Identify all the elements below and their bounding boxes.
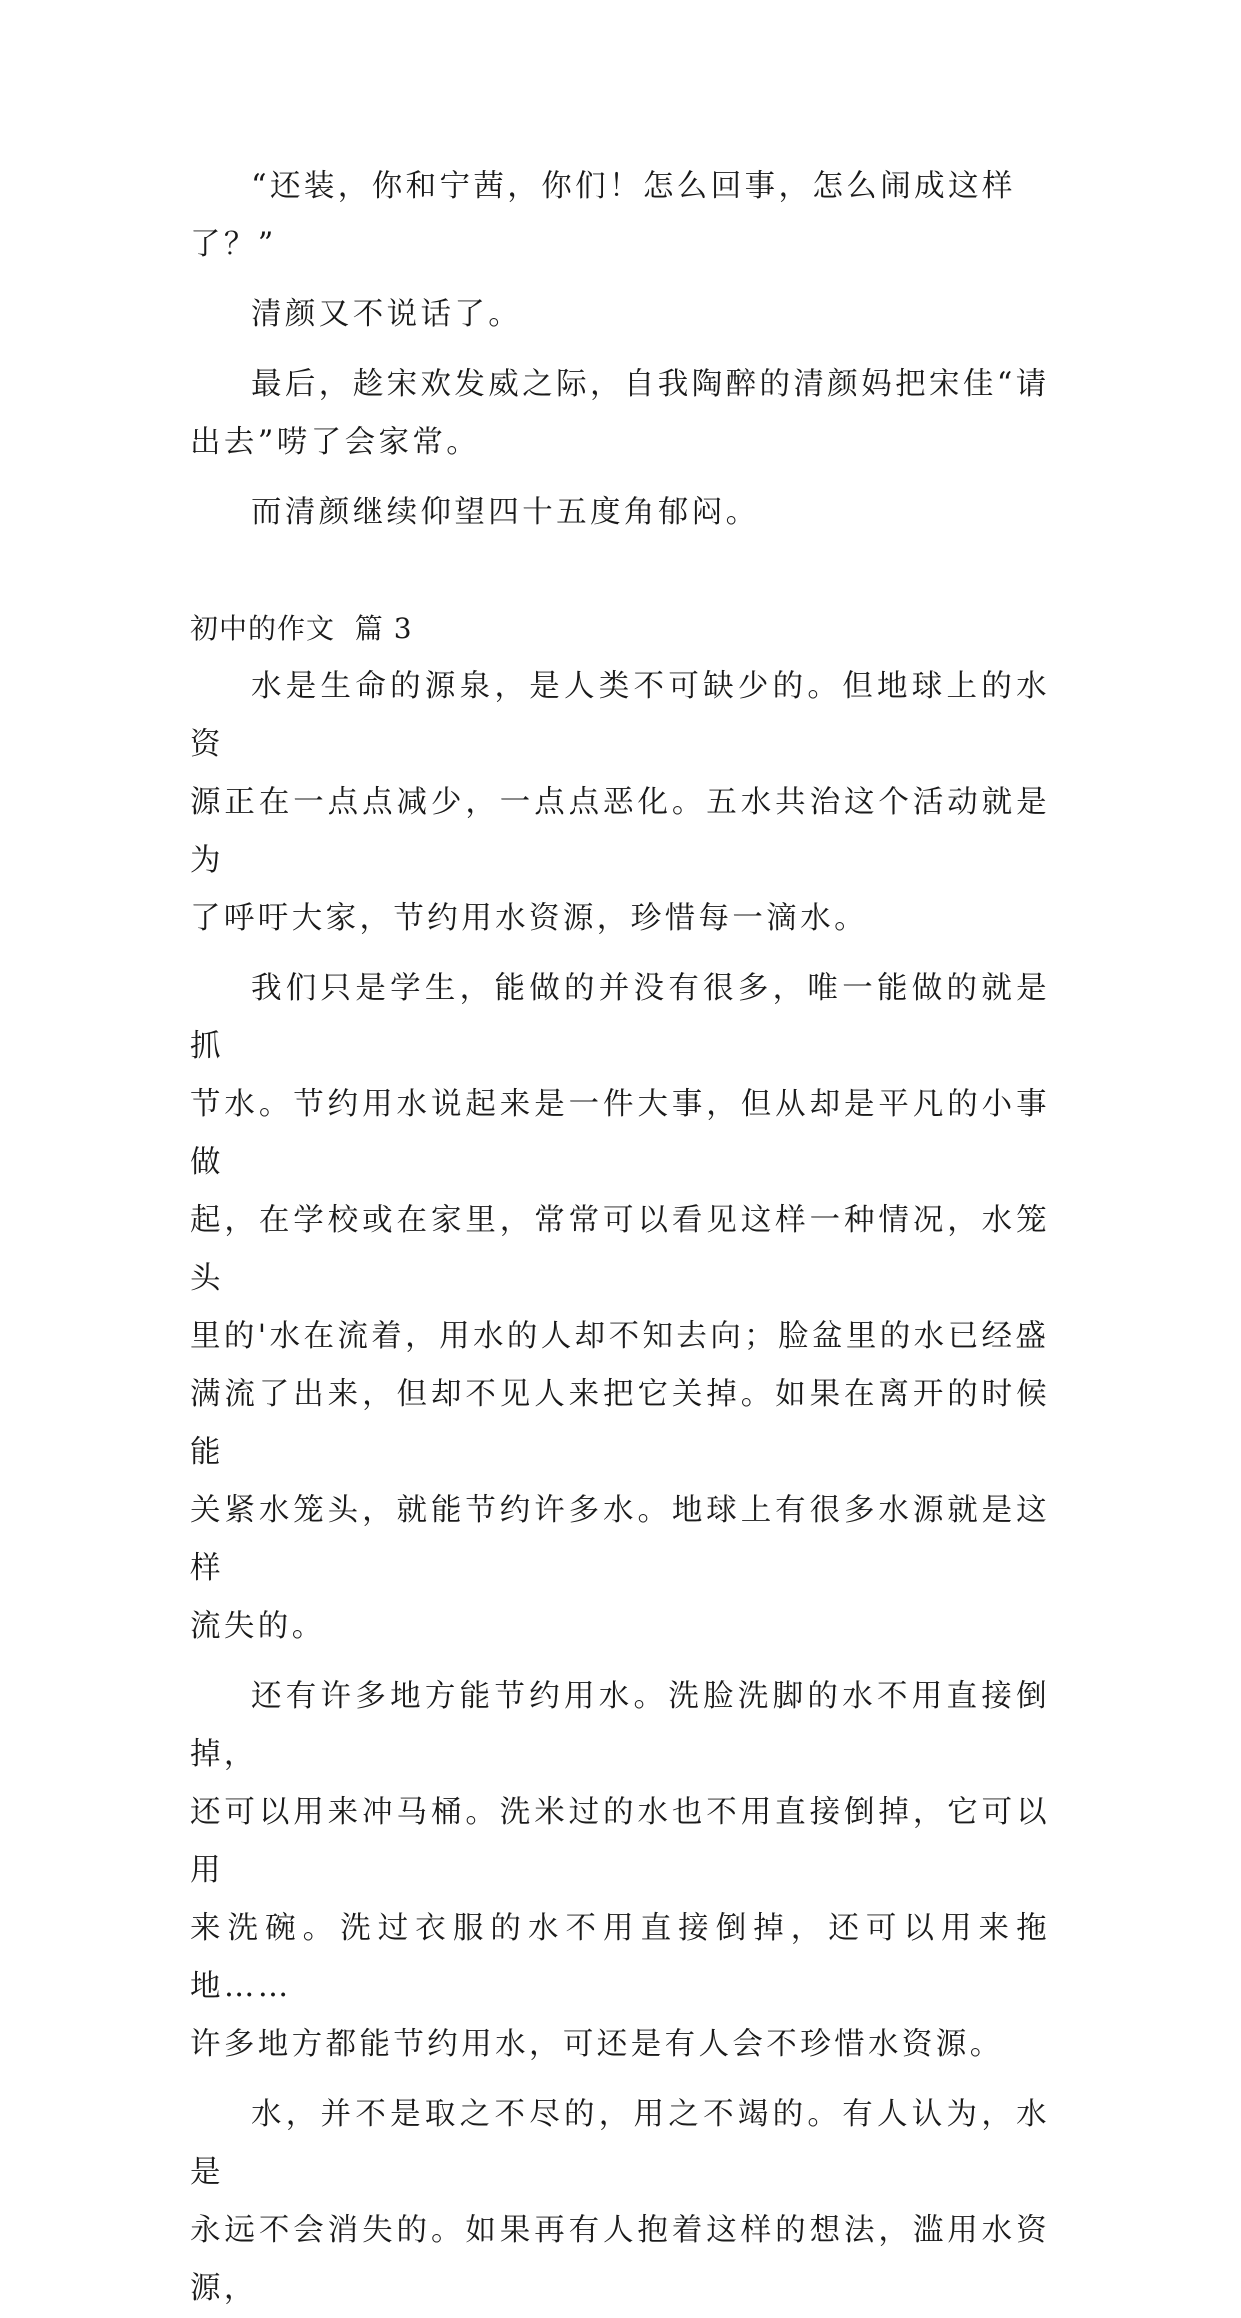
paragraph: 水，并不是取之不尽的，用之不竭的。有人认为，水是 永远不会消失的。如果再有人抱着这样的想法，滥用水资源， bbox=[190, 2097, 1050, 2306]
paragraph: 还有许多地方能节约用水。洗脸洗脚的水不用直接倒掉， 还可以用来冲马桶。洗米过的水也不用直接倒掉，它可以用 来洗碗。洗过衣服的水不用直接倒掉，还可以用来拖地…… 许多地方都能节约用水，可还是有人会不珍惜水资源。 bbox=[190, 1679, 1050, 2062]
paragraph: 而清颜继续仰望四十五度角郁闷。 bbox=[251, 495, 760, 530]
paragraph: “还装，你和宁茜，你们！怎么回事，怎么闹成这样 了？” bbox=[190, 169, 1016, 262]
paragraph: 我们只是学生，能做的并没有很多，唯一能做的就是抓 节水。节约用水说起来是一件大事，但从却是平凡的小事做 起，在学校或在家里，常常可以看见这样一种情况，水笼头 里的'水在流着，用水的人却不知去向；脸盆里的水已经盛 满流了出来，但却不见人来把它关掉。如果在离开的时候能 关紧水笼头，就能节约许多水。地球上有很多水源就是这样 流失的。 bbox=[190, 971, 1050, 1644]
paragraph: 清颜又不说话了。 bbox=[251, 297, 523, 332]
section-heading: 初中的作文 篇 3 bbox=[190, 612, 413, 645]
paragraph: 最后，趁宋欢发威之际，自我陶醉的清颜妈把宋佳“请 出去”唠了会家常。 bbox=[190, 367, 1050, 460]
paragraph: 水是生命的源泉，是人类不可缺少的。但地球上的水资 源正在一点点减少，一点点恶化。五水共治这个活动就是为 了呼吁大家，节约用水资源，珍惜每一滴水。 bbox=[190, 669, 1050, 936]
document-page bbox=[190, 158, 1050, 2318]
